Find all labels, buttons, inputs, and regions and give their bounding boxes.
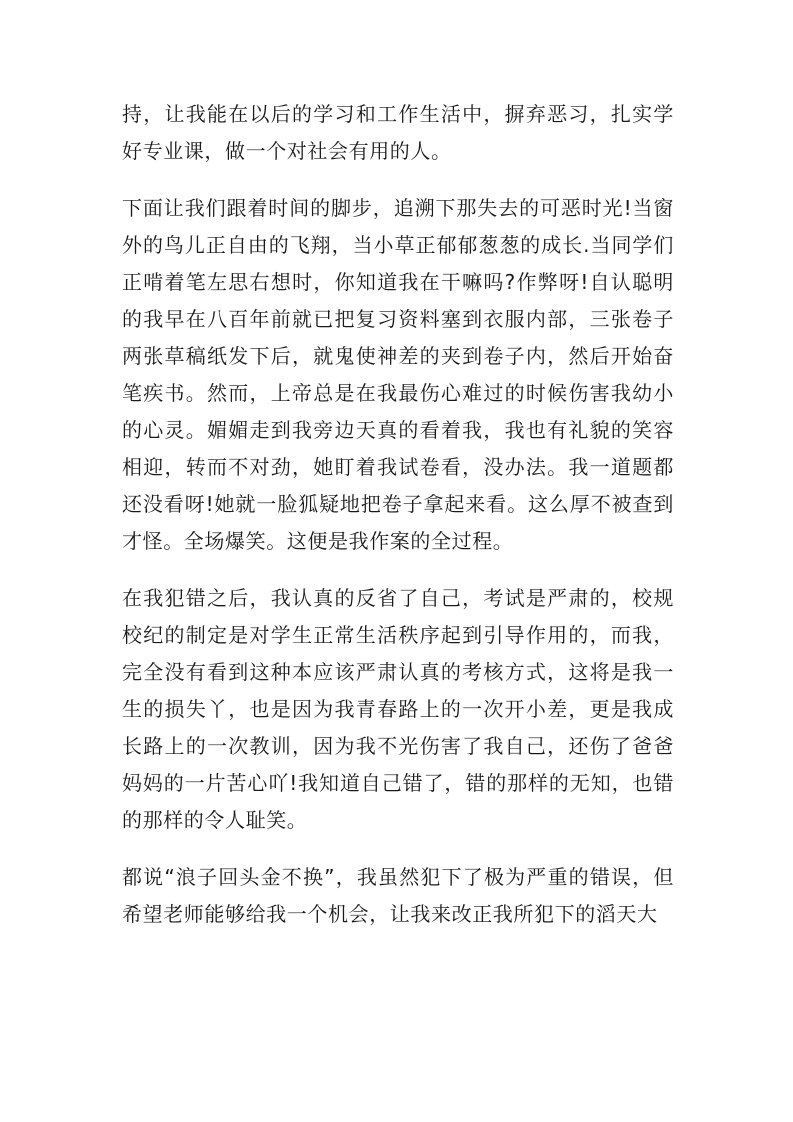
document-body xyxy=(122,96,674,953)
paragraph-1: 持，让我能在以后的学习和工作生活中，摒弃恶习，扎实学好专业课，做一个对社会有用的人。 xyxy=(122,102,674,163)
paragraph-2: 下面让我们跟着时间的脚步，追溯下那失去的可恶时光!当窗外的鸟儿正自由的飞翔，当小草正郁郁葱葱的成长.当同学们正啃着笔左思右想时，你知道我在干嘛吗?作弊呀!自认聪明的我早在八百年前就已把复习资料塞到衣服内部，三张卷子两张草稿纸发下后，就鬼使神差的夹到卷子内，然后开始奋笔疾书。然而，上帝总是在我最伤心难过的时候伤害我幼小的心灵。媚媚走到我旁边天真的看着我，我也有礼貌的笑容相迎，转而不对劲，她盯着我试卷看，没办法。我一道题都还没看呀!她就一脸狐疑地把卷子拿起来看。这么厚不被查到才怪。全场爆笑。这便是我作案的全过程。 xyxy=(122,196,674,553)
paragraph-3: 在我犯错之后，我认真的反省了自己，考试是严肃的，校规校纪的制定是对学生正常生活秩序起到引导作用的，而我，完全没有看到这种本应该严肃认真的考核方式，这将是我一生的损失丫，也是因为我青春路上的一次开小差，更是我成长路上的一次教训，因为我不光伤害了我自己，还伤了爸爸妈妈的一片苦心吖!我知道自己错了，错的那样的无知，也错的那样的令人耻笑。 xyxy=(122,586,674,832)
paragraph-4: 都说“浪子回头金不换”，我虽然犯下了极为严重的错误，但希望老师能够给我一个机会，让我来改正我所犯下的滔天大 xyxy=(122,865,674,926)
